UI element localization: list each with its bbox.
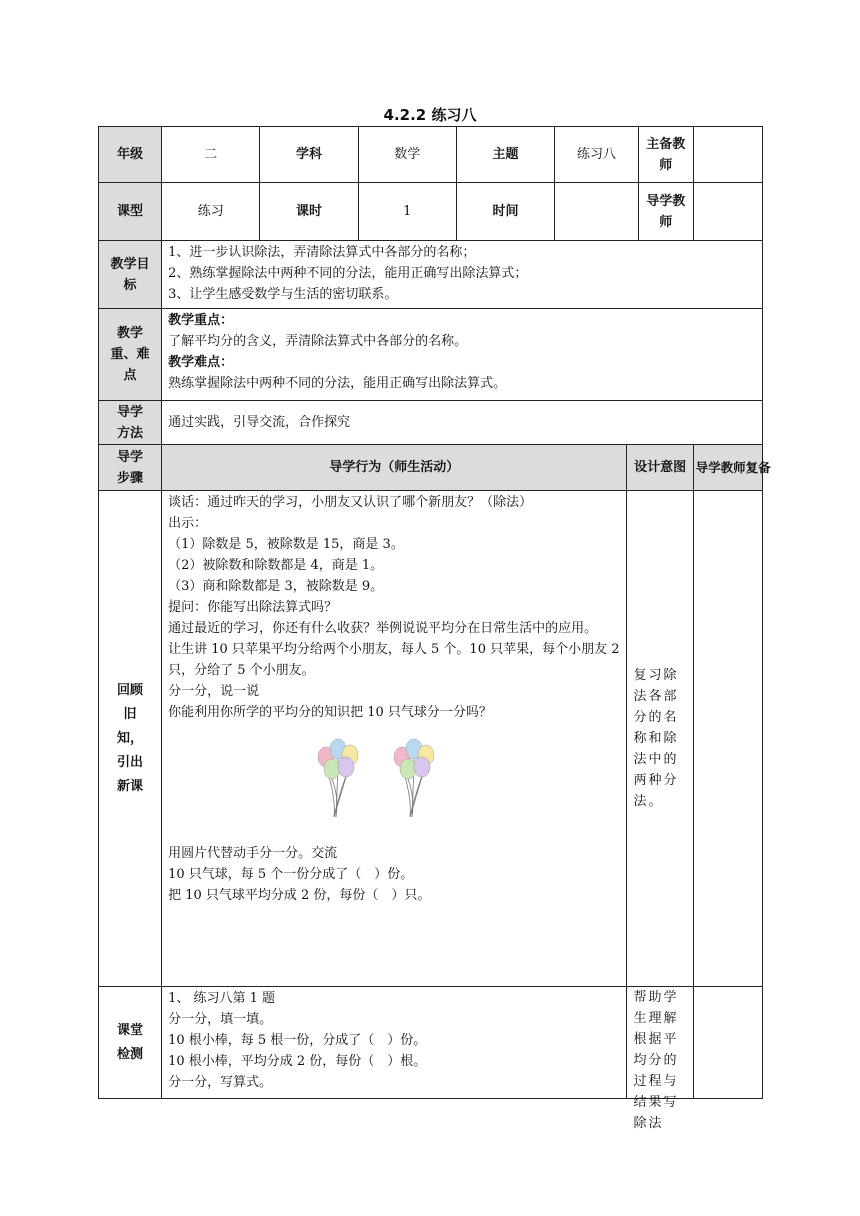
review-line: （3）商和除数都是 3，被除数是 9。 (168, 579, 384, 594)
review-line: 把 10 只气球平均分成 2 份，每份（ ）只。 (168, 888, 431, 903)
review-line: 谈话：通过昨天的学习，小朋友又认识了哪个新朋友？（除法） (168, 495, 533, 510)
topic-label: 主题 (456, 127, 554, 183)
goal-line: 2、熟练掌握除法中两种不同的分法，能用正确写出除法算式； (168, 266, 528, 281)
balloon-bunch-icon (312, 737, 366, 819)
key-points-row (99, 309, 763, 401)
check-notes (693, 987, 762, 1099)
lead-teacher-label: 主备教师 (638, 127, 693, 183)
goals-content (162, 241, 763, 309)
check-content (162, 987, 627, 1099)
review-line: 分一分，说一说 (168, 684, 260, 699)
steps-label: 导学步骤 (99, 445, 162, 491)
difficulty-text: 熟练掌握除法中两种不同的分法，能用正确写出除法算式。 (168, 376, 507, 391)
check-intent (627, 987, 693, 1131)
balloon-illustration (168, 723, 620, 843)
review-notes (693, 491, 762, 987)
review-content (162, 491, 627, 987)
topic-value: 练习八 (555, 127, 639, 183)
review-line: 提问：你能写出除法算式吗？ (168, 600, 338, 615)
method-label: 导学方法 (99, 401, 162, 445)
lesson-plan-table (98, 126, 771, 1131)
balloon-icon (338, 757, 354, 777)
review-line: （2）被除数和除数都是 4，商是 1。 (168, 558, 384, 573)
meta-row-1 (99, 127, 763, 183)
check-label: 课堂检测 (99, 987, 162, 1099)
review-line: 10 只气球，每 5 个一份分成了（ ）份。 (168, 867, 414, 882)
lesson-type-label: 课型 (99, 183, 162, 241)
review-intent: 复习除法各部分的名称和除法中的两种分法。 (627, 491, 693, 987)
guide-teacher-label: 导学教师 (638, 183, 693, 241)
review-line: （1）除数是 5，被除数是 15，商是 3。 (168, 537, 404, 552)
page-title: 4.2.2 练习八 (383, 106, 477, 124)
grade-value: 二 (162, 127, 260, 183)
method-text: 通过实践，引导交流，合作探究 (162, 401, 763, 445)
goals-label: 教学目标 (99, 241, 162, 309)
time-label: 时间 (456, 183, 554, 241)
review-line: 你能利用你所学的平均分的知识把 10 只气球分一分吗？ (168, 705, 492, 720)
guide-teacher-value (693, 183, 762, 241)
review-line: 用圆片代替动手分一分。交流 (168, 846, 338, 861)
review-line: 通过最近的学习，你还有什么收获？举例说说平均分在日常生活中的应用。 (168, 621, 598, 636)
balloon-icon (400, 759, 416, 779)
check-line: 10 根小棒，每 5 根一份，分成了（ ）份。 (168, 1033, 427, 1048)
balloon-bunch-icon (388, 737, 442, 819)
check-line: 1、 练习八第 1 题 (168, 991, 276, 1006)
activity-header: 导学行为（师生活动） (162, 445, 627, 491)
goal-line: 1、进一步认识除法，弄清除法算式中各部分的名称； (168, 245, 476, 260)
intent-header: 设计意图 (627, 445, 693, 491)
review-section-row (99, 491, 763, 987)
difficulty-heading: 教学难点： (168, 355, 234, 370)
review-line: 出示： (168, 516, 208, 531)
review-line: 让生讲 10 只苹果平均分给两个小朋友，每人 5 个。10 只苹果，每个小朋友 2 只，分给了 5 个小朋友。 (168, 642, 620, 678)
key-points-label: 教学重、难点 (99, 309, 162, 401)
balloon-icon (414, 757, 430, 777)
check-line: 分一分，写算式。 (168, 1075, 273, 1090)
review-label: 回顾旧知，引出新课 (99, 491, 162, 987)
check-intent-text: 帮助学生理解根据平均分的过程与结果写除法 (633, 990, 679, 1131)
lesson-type-value: 练习 (162, 183, 260, 241)
steps-header-row (99, 445, 763, 491)
time-value (555, 183, 639, 241)
period-value: 1 (358, 183, 456, 241)
check-line: 10 根小棒，平均分成 2 份，每份（ ）根。 (168, 1054, 427, 1069)
subject-label: 学科 (260, 127, 358, 183)
subject-value: 数学 (358, 127, 456, 183)
focus-heading: 教学重点： (168, 313, 234, 328)
key-points-content (162, 309, 763, 401)
period-label: 课时 (260, 183, 358, 241)
meta-row-2 (99, 183, 763, 241)
check-line: 分一分，填一填。 (168, 1012, 273, 1027)
grade-label: 年级 (99, 127, 162, 183)
method-row (99, 401, 763, 445)
review-header: 导学教师复备 (693, 445, 762, 491)
goals-row (99, 241, 763, 309)
goal-line: 3、让学生感受数学与生活的密切联系。 (168, 287, 398, 302)
balloon-icon (324, 759, 340, 779)
focus-text: 了解平均分的含义，弄清除法算式中各部分的名称。 (168, 334, 468, 349)
lead-teacher-value (693, 127, 762, 183)
check-section-row (99, 987, 763, 1099)
